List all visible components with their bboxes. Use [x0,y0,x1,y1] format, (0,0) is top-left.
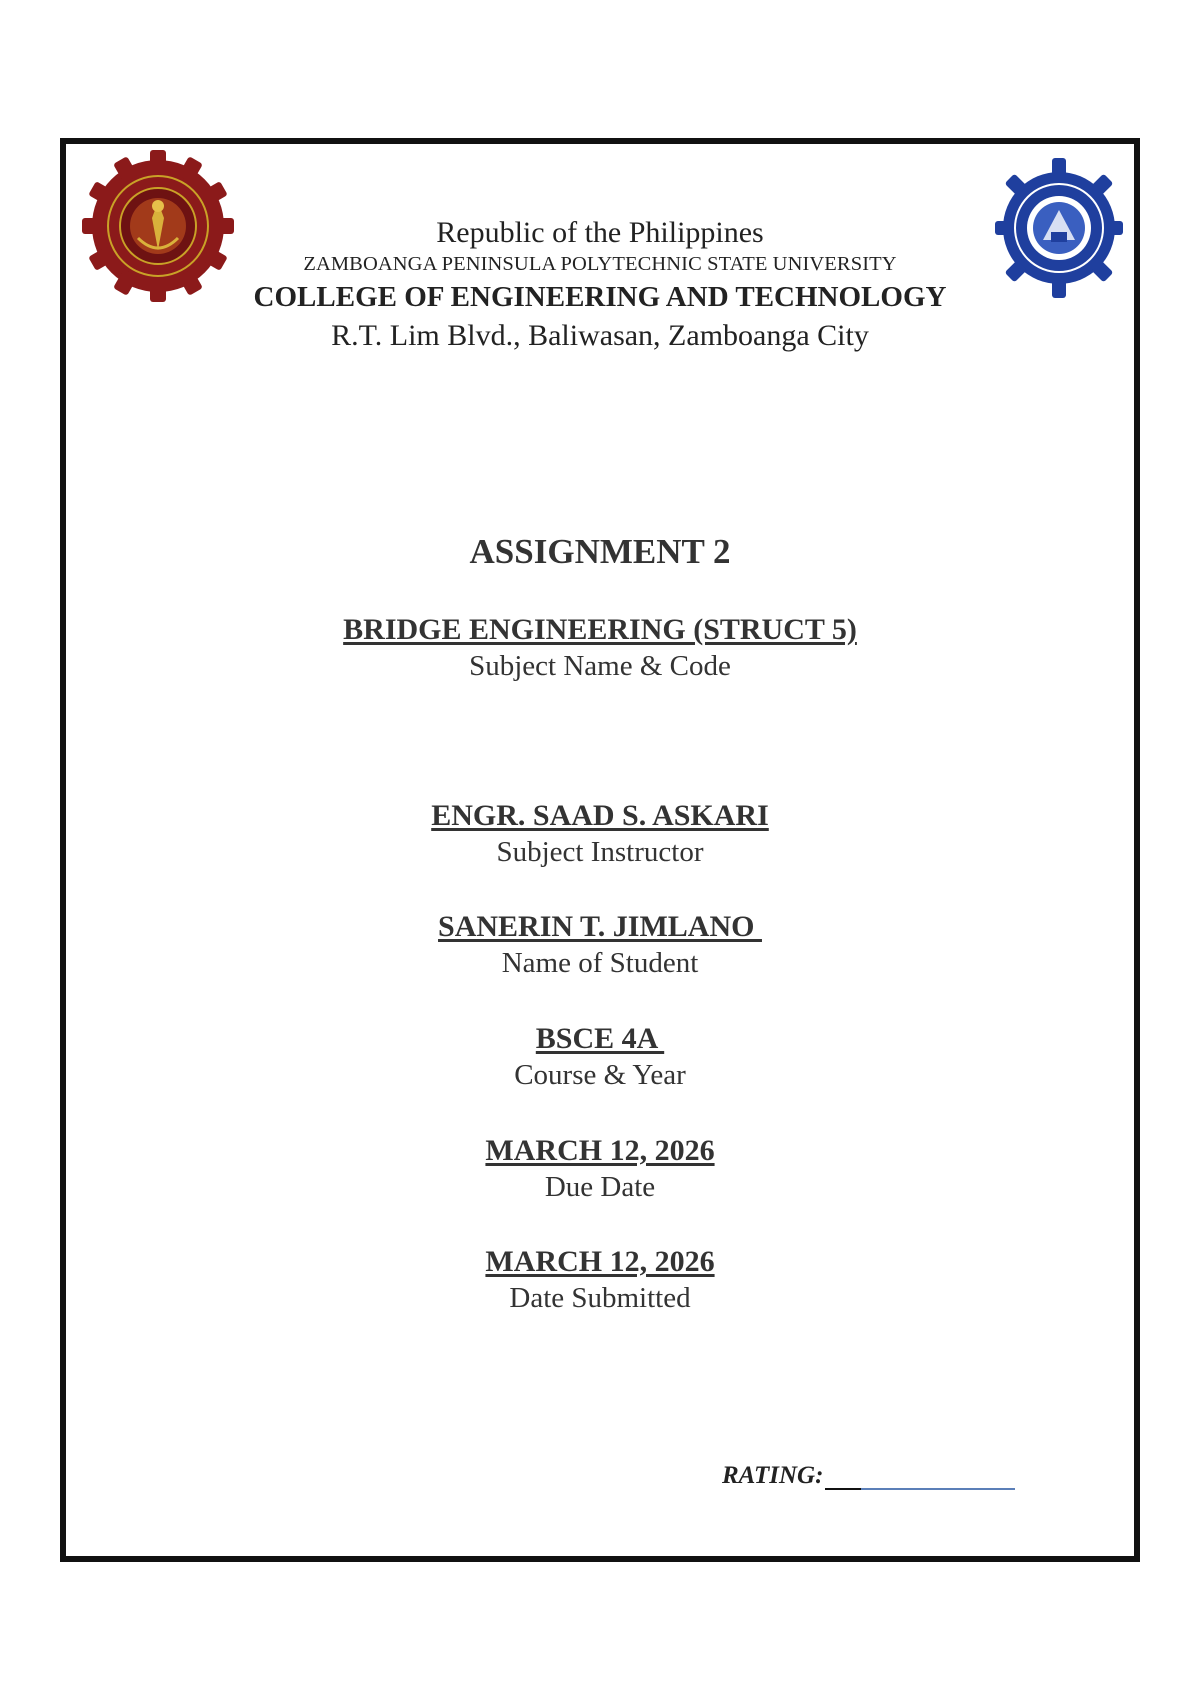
date-submitted-label: Date Submitted [509,1281,691,1314]
instructor-value: ENGR. SAAD S. ASKARI [431,799,769,832]
subject-value: BRIDGE ENGINEERING (STRUCT 5) [343,613,857,646]
date-submitted-field [200,1245,1000,1315]
course-label: Course & Year [514,1058,686,1091]
due-date-value: MARCH 12, 2026 [485,1134,715,1167]
college-seal-icon [993,148,1125,300]
instructor-field [200,799,1000,869]
rating-blank-short [825,1466,861,1490]
rating-blank-line[interactable] [861,1466,1015,1490]
assignment-title: ASSIGNMENT 2 [469,532,731,571]
course-field [200,1022,1000,1092]
address-line: R.T. Lim Blvd., Baliwasan, Zamboanga City [331,318,869,352]
student-label: Name of Student [501,946,699,979]
student-field [200,910,1000,980]
republic-line: Republic of the Philippines [436,216,764,249]
date-submitted-value: MARCH 12, 2026 [485,1245,715,1278]
course-value: BSCE 4A [535,1022,665,1055]
due-date-field [200,1134,1000,1204]
student-value: SANERIN T. JIMLANO [438,910,762,943]
instructor-label: Subject Instructor [496,835,704,868]
subject-label: Subject Name & Code [469,649,731,682]
university-name: ZAMBOANGA PENINSULA POLYTECHNIC STATE UNIVERSITY [303,253,897,275]
college-name: COLLEGE OF ENGINEERING AND TECHNOLOGY [253,280,947,313]
rating-field [722,1462,1015,1490]
due-date-label: Due Date [544,1170,656,1203]
subject-field [200,613,1000,683]
rating-label: RATING: [722,1462,824,1489]
letterhead [200,218,1000,351]
